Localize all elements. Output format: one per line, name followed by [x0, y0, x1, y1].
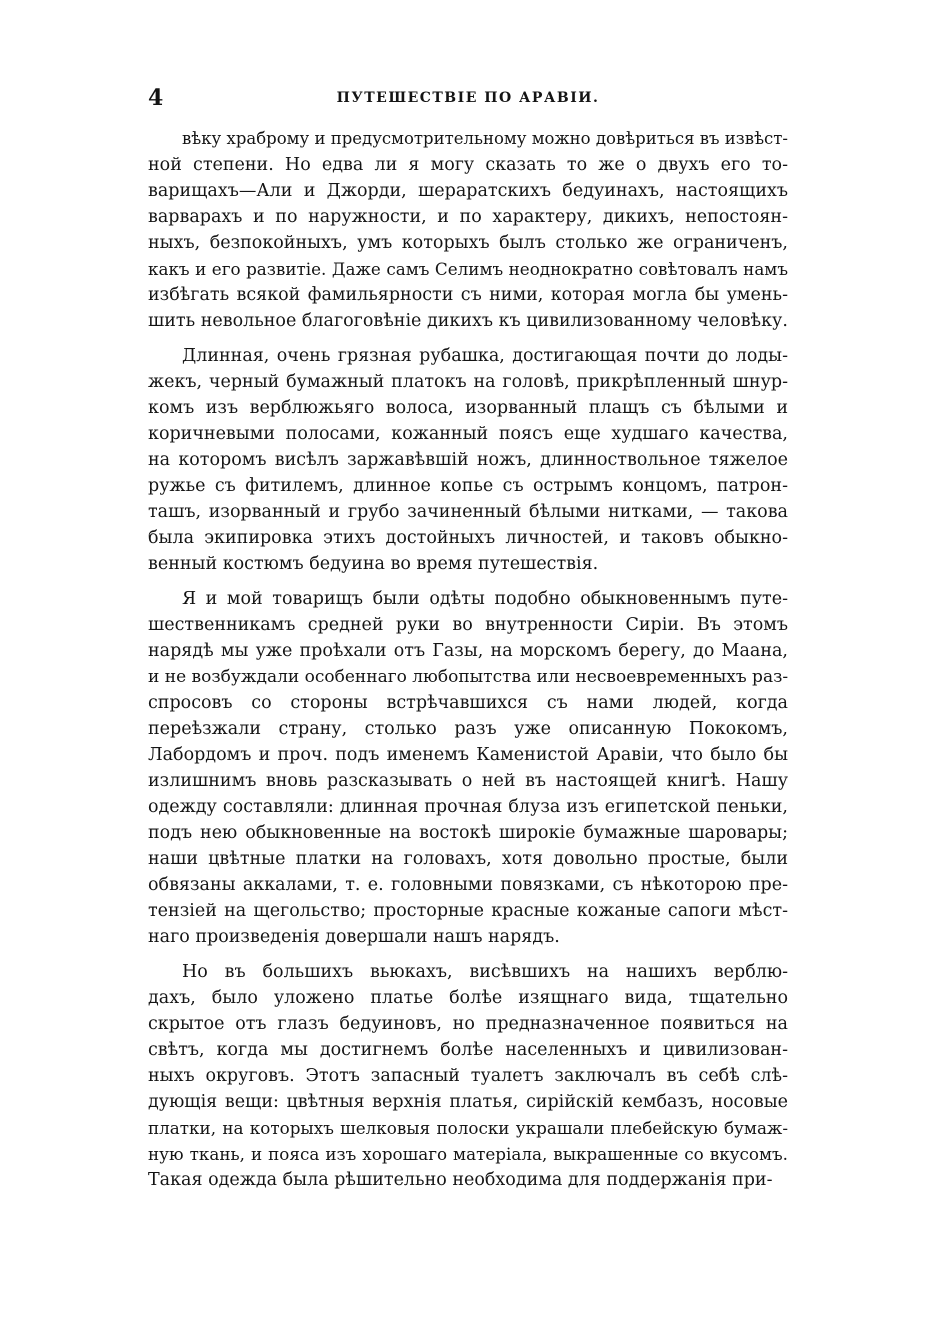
text-line: переѣзжали страну, столько разъ уже описанную Пококомъ, — [148, 719, 788, 739]
text-line: ную ткань, и пояса изъ хорошаго матеріала, выкрашенные со вкусомъ. — [148, 1144, 788, 1164]
text-line: скрытое отъ глазъ бедуиновъ, но предназначенное появиться на — [148, 1014, 788, 1034]
text-line: излишнимъ вновь разсказывать о ней въ настоящей книгѣ. Нашу — [148, 771, 788, 791]
paragraph — [148, 959, 788, 1193]
paragraph — [148, 586, 788, 950]
text-line: платки, на которыхъ шелковыя полоски украшали плебейскую бумаж- — [148, 1118, 788, 1138]
text-line: была экипировка этихъ достойныхъ личностей, и таковъ обыкно- — [148, 528, 788, 548]
text-line: ташъ, изорванный и грубо зачиненный бѣлыми нитками, — такова — [148, 502, 788, 522]
text-line: ной степени. Но едва ли я могу сказать то же о двухъ его то- — [148, 155, 788, 175]
text-line: какъ и его развитіе. Даже самъ Селимъ неоднократно совѣтовалъ намъ — [148, 259, 788, 279]
text-line: и не возбуждали особеннаго любопытства или несвоевременныхъ раз- — [148, 667, 788, 687]
text-line: Я и мой товарищъ были одѣты подобно обыкновеннымъ путе- — [182, 589, 788, 609]
text-line: подъ нею обыкновенные на востокѣ широкіе бумажные шаровары; — [148, 823, 788, 843]
running-title: ПУТЕШЕСТВІЕ ПО АРАВІИ. — [336, 90, 600, 106]
text-line: тензіей на щегольство; просторные красные кожаные сапоги мѣст- — [148, 901, 788, 921]
text-line: одежду составляли: длинная прочная блуза изъ египетской пеньки, — [148, 797, 788, 817]
text-line: венный костюмъ бедуина во время путешествія. — [148, 554, 599, 574]
text-line: наго произведенія довершали нашъ нарядъ. — [148, 927, 560, 947]
text-line: дахъ, было уложено платье болѣе изящнаго вида, тщательно — [148, 988, 788, 1008]
text-line: Длинная, очень грязная рубашка, достигающая почти до лоды- — [182, 346, 788, 366]
text-line: комъ изъ верблюжьяго волоса, изорванный плащъ съ бѣлыми и — [148, 398, 788, 418]
text-line: жекъ, черный бумажный платокъ на головѣ, прикрѣпленный шнур- — [148, 372, 788, 392]
text-line: обвязаны аккалами, т. е. головными повязками, съ нѣкоторою пре- — [148, 875, 788, 895]
body-text — [148, 126, 788, 1193]
text-line: ружье съ фитилемъ, длинное копье съ острымъ концомъ, патрон- — [148, 476, 788, 496]
text-line: ныхъ, безпокойныхъ, умъ которыхъ былъ столько же ограниченъ, — [148, 233, 788, 253]
text-line: Лабордомъ и проч. подъ именемъ Каменистой Аравіи, что было бы — [148, 745, 788, 765]
text-line: наши цвѣтные платки на головахъ, хотя довольно простые, были — [148, 849, 788, 869]
text-line: шить невольное благоговѣніе дикихъ къ цивилизованному человѣку. — [148, 311, 788, 331]
page-number: 4 — [148, 85, 164, 111]
text-line: вѣку храброму и предусмотрительному можно довѣриться въ извѣст- — [182, 129, 788, 148]
text-line: нарядѣ мы уже проѣхали отъ Газы, на морскомъ берегу, до Маана, — [148, 641, 788, 661]
text-line: шественникамъ средней руки во внутренности Сиріи. Въ этомъ — [148, 615, 788, 635]
text-line: варищахъ—Али и Джорди, шераратскихъ бедуинахъ, настоящихъ — [148, 181, 788, 201]
paragraph — [148, 126, 788, 334]
text-line: варварахъ и по наружности, и по характеру, дикихъ, непостоян- — [148, 207, 788, 227]
text-line: свѣтъ, когда мы достигнемъ болѣе населенныхъ и цивилизован- — [148, 1040, 788, 1060]
text-line: избѣгать всякой фамильярности съ ними, которая могла бы умень- — [148, 285, 788, 305]
text-line: на которомъ висѣлъ заржавѣвшій ножъ, длинноствольное тяжелое — [148, 450, 788, 470]
text-line: ныхъ округовъ. Этотъ запасный туалетъ заключалъ въ себѣ слѣ- — [148, 1066, 788, 1086]
text-line: дующія вещи: цвѣтныя верхнія платья, сирійскій кембазъ, носовые — [148, 1092, 788, 1112]
text-line: спросовъ со стороны встрѣчавшихся съ нами людей, когда — [148, 693, 788, 713]
paragraph — [148, 343, 788, 577]
text-line: коричневыми полосами, кожанный поясъ еще худшаго качества, — [148, 424, 788, 444]
text-line: Но въ большихъ вьюкахъ, висѣвшихъ на нашихъ верблю- — [182, 962, 788, 982]
text-line: Такая одежда была рѣшительно необходима для поддержанія при- — [148, 1170, 773, 1190]
page-header — [148, 84, 788, 114]
